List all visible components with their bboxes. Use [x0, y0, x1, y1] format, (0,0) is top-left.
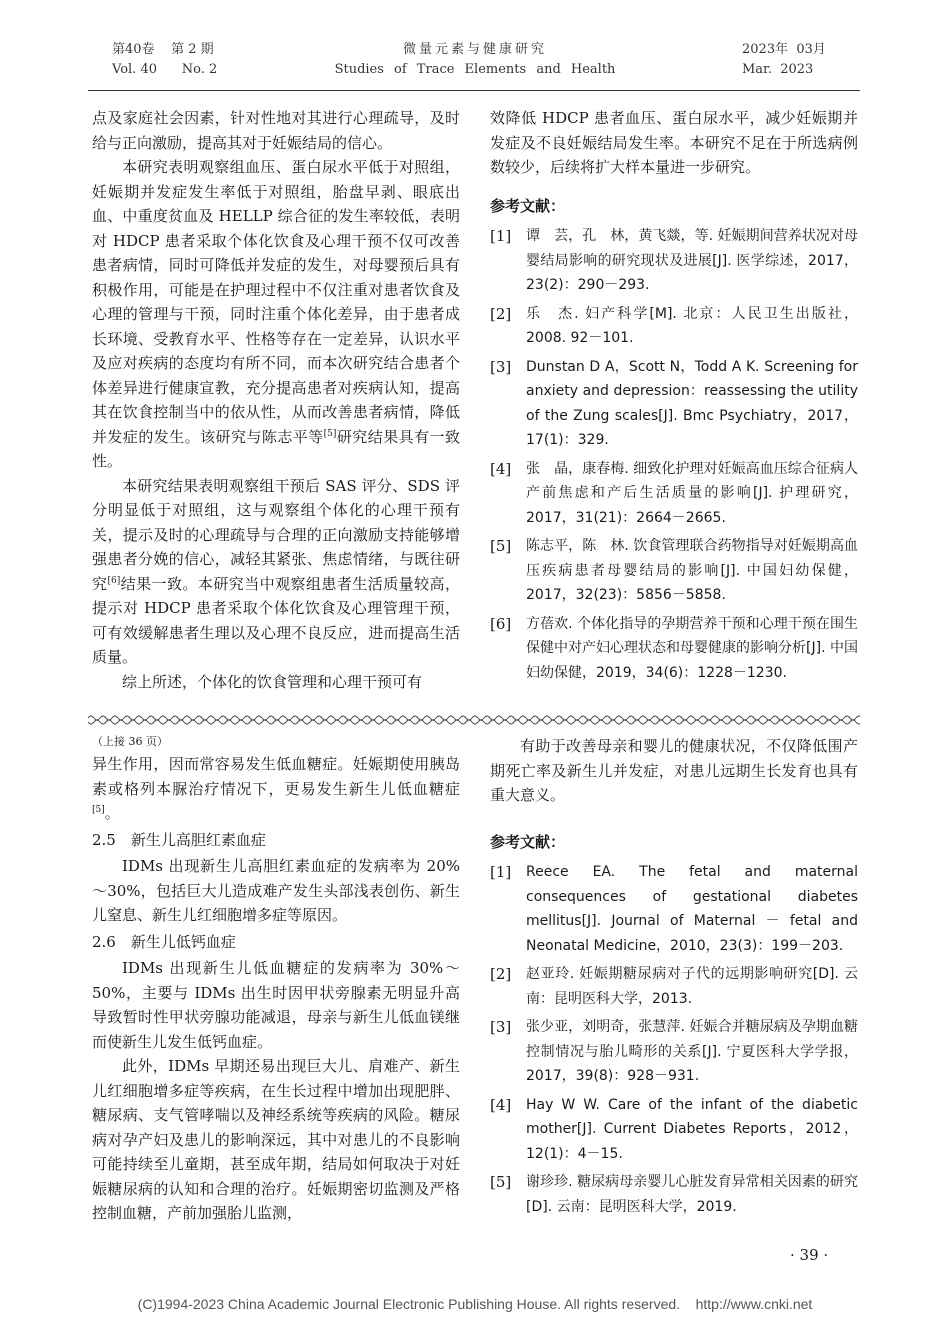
reference-text: 赵亚玲. 妊娠期糖尿病对子代的远期影响研究[D]. 云南：昆明医科大学，2013.	[526, 966, 858, 1007]
reference-text: Reece EA. The fetal and maternal consequences of gestational diabetes mellitus[J]. Journal of Maternal － fetal and Neonatal Medicine，2010，23(3)：199－203.	[526, 864, 858, 954]
date-en: Mar. 2023	[742, 62, 814, 77]
paragraph-text: 本研究表明观察组血压、蛋白尿水平低于对照组，妊娠期并发症发生率低于对照组，胎盘早剥、眼底出血、中重度贫血及 HELLP 综合征的发生率较低，表明对 HDCP 患者采取个体化饮食及心理干预不仅可改善患者病情，同时可降低并发症的发生，对母婴预后具有积极作用，可能是在护理过程中不仅注重对患者饮食及心理的管理与干预，同时注重个体化差异，由于患者成长环境、受教育水平、性格等存在一定差异，认识水平及应对疾病的态度均有所不同，而本次研究结合患者个体差异进行健康宣教，充分提高患者对疾病认知，提高其在饮食控制当中的依从性，从而改善患者病情，降低并发症的发生。该研究与陈志平等	[92, 158, 460, 446]
paragraph: 此外，IDMs 早期还易出现巨大儿、肩难产、新生儿红细胞增多症等疾病，在生长过程中增加出现肥胖、糖尿病、支气管哮喘以及神经系统等疾病的风险。糖尿病对孕产妇及患儿的影响深远，其中对患儿的不良影响可能持续至儿童期，甚至成年期，结局如何取决于对妊娠糖尿病的认知和合理的治疗。妊娠期密切监测及严格控制血糖，产前加强胎儿监测，	[92, 1057, 460, 1222]
issue-en: No. 2	[181, 62, 218, 77]
top-left-column	[92, 106, 460, 694]
paragraph	[92, 474, 460, 670]
reference-item	[490, 1015, 858, 1089]
reference-number: [1]	[490, 863, 512, 881]
section-heading: 2.6 新生儿低钙血症	[92, 932, 236, 951]
paragraph-text: 研究结果具有一致性。	[92, 427, 460, 470]
header-rule	[88, 90, 860, 91]
reference-number: [5]	[490, 537, 512, 555]
reference-number: [5]	[490, 1173, 512, 1191]
page-number: · 39 ·	[790, 1246, 829, 1264]
reference-text: 谢珍珍. 糖尿病母亲婴儿心脏发育异常相关因素的研究[D]. 云南：昆明医科大学，2019.	[526, 1174, 858, 1215]
paragraph-text: 本研究结果表明观察组干预后 SAS 评分、SDS 评分明显低于对照组，这与观察组个体化的心理干预有关，提示及时的心理疏导与合理的正向激励支持能够增强患者分娩的信心，减轻其紧张、焦虑情绪，与既往研究	[92, 476, 460, 593]
reference-number: [2]	[490, 965, 512, 983]
paragraph: 点及家庭社会因素，针对性地对其进行心理疏导，及时给与正向激励，提高其对于妊娠结局的信心。	[92, 109, 460, 152]
bottom-right-column	[490, 734, 858, 1223]
paragraph: 效降低 HDCP 患者血压、蛋白尿水平，减少妊娠期并发症及不良妊娠结局发生率。本研究不足在于所选病例数较少，后续将扩大样本量进一步研究。	[490, 109, 858, 176]
date-cn: 2023年 03月	[742, 42, 826, 57]
bottom-left-column	[92, 734, 460, 1226]
header-date	[742, 40, 826, 80]
header-journal	[300, 40, 650, 80]
reference-number: [4]	[490, 459, 512, 478]
reference-item	[490, 1093, 858, 1167]
copyright-footer: (C)1994-2023 China Academic Journal Electronic Publishing House. All rights reserved. http://www.cnki.net	[137, 1296, 813, 1312]
reference-text: 乐 杰. 妇产科学[M]. 北京：人民卫生出版社，2008. 92－101.	[526, 305, 858, 346]
references-heading: 参考文献：	[490, 832, 566, 851]
reference-list	[490, 224, 858, 685]
paragraph: 有助于改善母亲和婴儿的健康状况，不仅降低围产期死亡率及新生儿并发症，对患儿远期生长发育也具有重大意义。	[490, 737, 858, 804]
reference-item	[490, 224, 858, 298]
volume-cn: 第40卷	[112, 42, 155, 57]
references-heading: 参考文献：	[490, 196, 566, 215]
reference-text: 谭 芸，孔 林，黄飞燚，等. 妊娠期间营养状况对母婴结局影响的研究现状及进展[J]. 医学综述，2017，23(2)：290－293.	[526, 228, 858, 293]
volume-en: Vol. 40	[112, 62, 157, 77]
reference-text: 方蓓欢. 个体化指导的孕期营养干预和心理干预在围生保健中对产妇心理状态和母婴健康的影响分析[J]. 中国妇幼保健，2019，34(6)：1228－1230.	[526, 615, 858, 681]
reference-text: 陈志平，陈 林. 饮食管理联合药物指导对妊娠期高血压疾病患者母婴结局的影响[J]. 中国妇幼保健，2017，32(23)：5856－5858.	[526, 538, 858, 603]
section-heading: 2.5 新生儿高胆红素血症	[92, 830, 266, 849]
paragraph-text: 异生作用，因而常容易发生低血糖症。妊娠期使用胰岛素或格列本脲治疗情况下，更易发生新生儿低血糖症	[92, 755, 460, 798]
reference-item	[490, 534, 858, 608]
reference-text: Hay W W. Care of the infant of the diabetic mother[J]. Current Diabetes Reports，2012，12(1)：4－15.	[526, 1096, 858, 1162]
reference-item	[490, 1170, 858, 1219]
reference-item	[490, 355, 858, 453]
citation: [5]	[92, 805, 105, 815]
journal-title-cn: 微量元素与健康研究	[402, 42, 547, 57]
reference-number: [6]	[490, 614, 512, 633]
reference-text: Dunstan D A，Scott N，Todd A K. Screening for anxiety and depression：reassessing the utility of the Zung scales[J]. Bmc Psychiatry，2017，17(1)：329.	[526, 358, 858, 448]
paragraph	[92, 155, 460, 474]
reference-item	[490, 457, 858, 531]
paragraph-text: 。	[104, 804, 120, 822]
citation: [5]	[323, 428, 337, 439]
reference-item	[490, 860, 858, 958]
paragraph-text: 结果一致。本研究当中观察组患者生活质量较高，提示对 HDCP 患者采取个体化饮食及心理管理干预，可有效缓解患者生理以及心理不良反应，进而提高生活质量。	[92, 574, 460, 666]
paragraph: IDMs 出现新生儿高胆红素血症的发病率为 20%～30%，包括巨大儿造成难产发生头部浅表创伤、新生儿窒息、新生儿红细胞增多症等原因。	[92, 857, 460, 924]
paragraph: 综上所述，个体化的饮食管理和心理干预可有	[122, 672, 423, 691]
paragraph	[92, 752, 460, 826]
reference-number: [3]	[490, 357, 512, 376]
continued-note: （上接 36 页）	[92, 735, 168, 748]
reference-number: [3]	[490, 1018, 512, 1036]
reference-item	[490, 962, 858, 1011]
reference-number: [2]	[490, 304, 512, 323]
reference-list	[490, 860, 858, 1219]
header-volume-issue	[112, 40, 217, 80]
journal-title-en: Studies of Trace Elements and Health	[334, 62, 616, 77]
reference-item	[490, 302, 858, 351]
reference-number: [4]	[490, 1095, 512, 1114]
paragraph: IDMs 出现新生儿低血糖症的发病率为 30%～50%，主要与 IDMs 出生时因甲状旁腺素无明显升高导致暂时性甲状旁腺功能减退，母亲与新生儿低血镁继而使新生儿发生低钙血症。	[92, 959, 460, 1051]
issue-cn: 第 2 期	[171, 42, 214, 57]
reference-item	[490, 612, 858, 686]
citation: [6]	[107, 575, 121, 586]
top-right-column	[490, 106, 858, 689]
wavy-separator	[88, 713, 860, 727]
reference-text: 张 晶，康春梅. 细致化护理对妊娠高血压综合征病人产前焦虑和产后生活质量的影响[J]. 护理研究，2017，31(21)：2664－2665.	[526, 460, 858, 526]
reference-number: [1]	[490, 227, 512, 245]
reference-text: 张少亚，刘明奇，张慧萍. 妊娠合并糖尿病及孕期血糖控制情况与胎儿畸形的关系[J]. 宁夏医科大学学报，2017，39(8)：928－931.	[526, 1019, 858, 1084]
